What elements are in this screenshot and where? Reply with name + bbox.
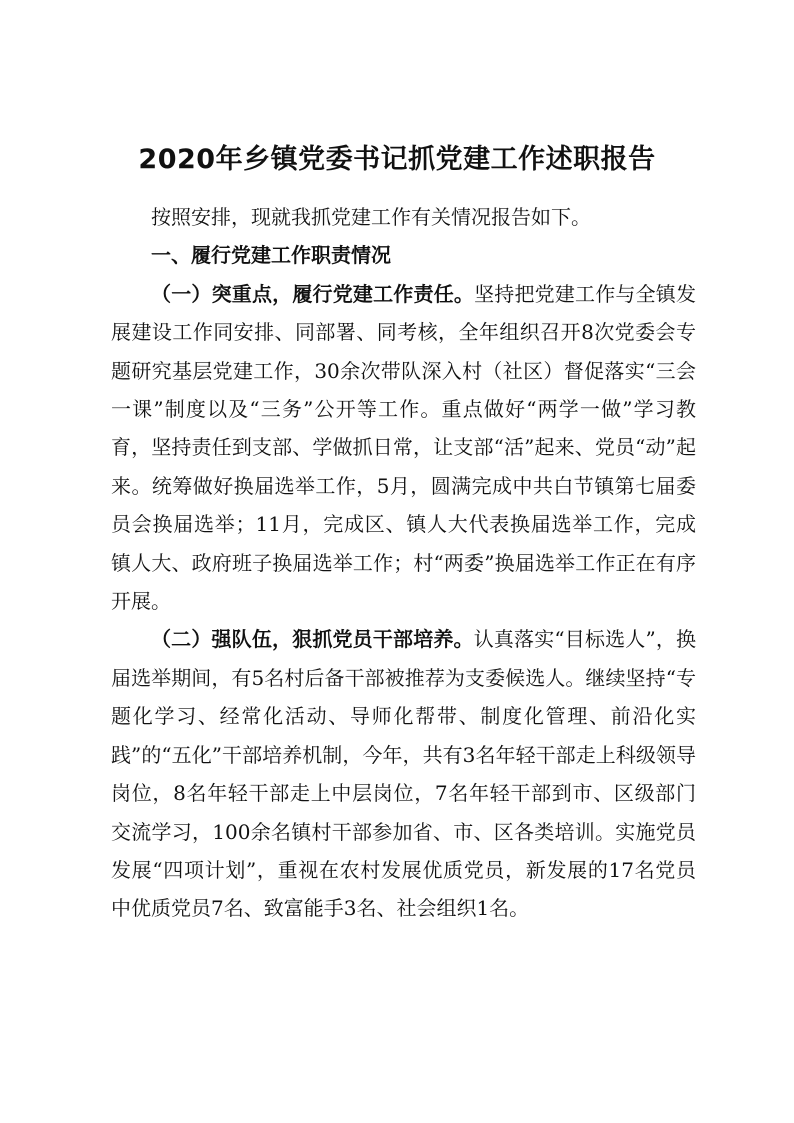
item1-lead: （一）突重点，履行党建工作责任。 [151, 281, 475, 306]
item2-paragraph [111, 620, 696, 927]
document-body [111, 198, 696, 928]
item1-text: 坚持把党建工作与全镇发展建设工作同安排、同部署、同考核，全年组织召开8次党委会专题研究基层党建工作，30余次带队深入村（社区）督促落实“三会一课”制度以及“三务”公开等工作。重点做好“两学一做”学习教育，坚持责任到支部、学做抓日常，让支部“活”起来、党员“动”起来。统筹做好换届选举工作，5月，圆满完成中共白节镇第七届委员会换届选举；11月，完成区、镇人大代表换届选举工作，完成镇人大、政府班子换届选举工作；村“两委”换届选举工作正在有序开展。 [111, 281, 697, 614]
item1-paragraph [111, 275, 696, 621]
section-heading: 一、履行党建工作职责情况 [151, 243, 391, 268]
document-title: 2020年乡镇党委书记抓党建工作述职报告 [138, 144, 656, 175]
intro-paragraph: 按照安排，现就我抓党建工作有关情况报告如下。 [151, 205, 591, 229]
item2-lead: （二）强队伍，狠抓党员干部培养。 [151, 627, 474, 652]
item2-text: 认真落实“目标选人”，换届选举期间，有5名村后备干部被推荐为支委候选人。继续坚持“专题化学习、经常化活动、导师化帮带、制度化管理、前沿化实践”的“五化”干部培养机制，今年，共有3名年轻干部走上科级领导岗位，8名年轻干部走上中层岗位，7名年轻干部到市、区级部门交流学习，100余名镇村干部参加省、市、区各类培训。实施党员发展“四项计划”，重视在农村发展优质党员，新发展的17名党员中优质党员7名、致富能手3名、社会组织1名。 [111, 627, 697, 921]
